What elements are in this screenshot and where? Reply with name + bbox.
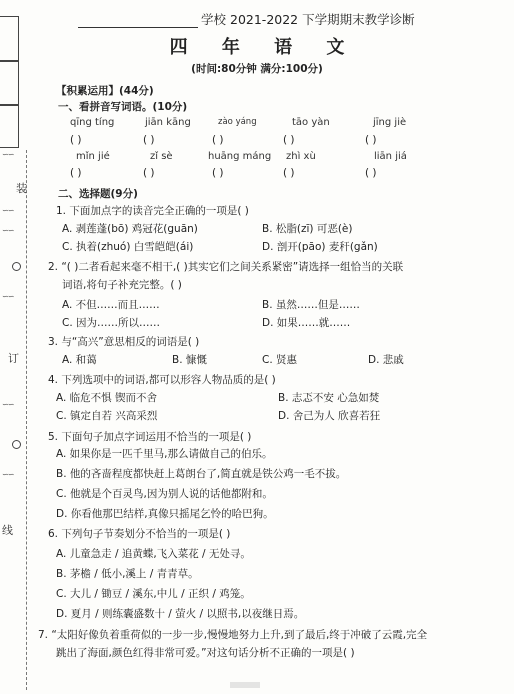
margin-mark-zhuang: 装	[16, 182, 27, 195]
option-a[interactable]: A. 如果你是一匹千里马,那么请做自己的伯乐。	[56, 448, 273, 460]
option-a[interactable]: A. 临危不惧 锲而不舍	[56, 392, 158, 404]
question-5: 5. 下面句子加点字词运用不恰当的一项是( )	[48, 431, 252, 443]
margin-wave: ∽∽	[2, 470, 14, 479]
pinyin: liān jiá	[374, 151, 407, 162]
option-b[interactable]: B. 志忑不安 心急如焚	[278, 392, 380, 404]
answer-bracket[interactable]: ( )	[143, 134, 155, 146]
option-c[interactable]: C. 贤惠	[262, 354, 298, 366]
answer-bracket[interactable]: ( )	[143, 167, 155, 179]
margin-wave: ∽∽	[2, 400, 14, 409]
option-d[interactable]: D. 夏月 / 则练囊盛数十 / 萤火 / 以照书,以夜继日焉。	[56, 608, 305, 620]
question-7: 7. “太阳好像负着重荷似的一步一步,慢慢地努力上升,到了最后,终于冲破了云霞,完全	[38, 629, 428, 641]
option-c[interactable]: C. 他就是个百灵鸟,因为别人说的话他都附和。	[56, 488, 273, 500]
option-d[interactable]: D. 舍己为人 欣喜若狂	[278, 410, 381, 422]
part1-heading: 一、看拼音写词语。(10分)	[58, 101, 188, 113]
option-c[interactable]: C. 大儿 / 锄豆 / 溪东,中儿 / 正织 / 鸡笼。	[56, 588, 251, 600]
margin-box	[0, 104, 19, 148]
pinyin: zhì xù	[286, 151, 316, 162]
margin-wave: ∽∽	[2, 206, 14, 215]
exam-term: 2021-2022 下学期期末教学诊断	[230, 12, 415, 27]
question-2-cont: 词语,将句子补充完整。( )	[62, 279, 182, 291]
answer-bracket[interactable]: ( )	[70, 134, 82, 146]
question-7-cont: 跳出了海面,颜色红得非常可爱。”对这句话分析不正确的一项是( )	[56, 647, 355, 659]
pinyin: zào yáng	[218, 117, 257, 127]
answer-bracket[interactable]: ( )	[283, 167, 295, 179]
cut-line	[26, 150, 27, 690]
page-footer-mark	[230, 682, 260, 688]
margin-mark-xian: 线	[2, 524, 13, 537]
option-a[interactable]: A. 儿童急走 / 追黄蝶,飞入菜花 / 无处寻。	[56, 548, 251, 560]
option-d[interactable]: D. 你看他那巴结样,真像只摇尾乞怜的哈巴狗。	[56, 508, 274, 520]
option-a[interactable]: A. 剥莲蓬(bō) 鸡冠花(guān)	[62, 223, 198, 235]
pinyin: jiān kāng	[145, 117, 191, 128]
margin-wave: ∽∽	[2, 150, 14, 159]
answer-bracket[interactable]: ( )	[365, 134, 377, 146]
question-3: 3. 与“高兴”意思相反的词语是( )	[48, 336, 200, 348]
option-d[interactable]: D. 剖开(pāo) 麦秆(gǎn)	[262, 241, 378, 253]
pinyin: tāo yàn	[292, 117, 330, 128]
pinyin: mǐn jié	[76, 151, 110, 162]
part2-heading: 二、选择题(9分)	[58, 188, 138, 200]
option-d[interactable]: D. 悲戚	[368, 354, 404, 366]
answer-bracket[interactable]: ( )	[365, 167, 377, 179]
option-c[interactable]: C. 镇定自若 兴高采烈	[56, 410, 158, 422]
pinyin: zǐ sè	[150, 151, 173, 162]
option-a[interactable]: A. 和蔼	[62, 354, 97, 366]
section-heading: 【积累运用】(44分)	[56, 85, 154, 97]
answer-bracket[interactable]: ( )	[212, 167, 224, 179]
option-c[interactable]: C. 因为……所以……	[62, 317, 161, 329]
margin-circle	[12, 440, 21, 449]
school-name-blank[interactable]	[78, 27, 198, 28]
page-title: 四 年 语 文	[169, 37, 359, 58]
school-line	[78, 10, 415, 28]
question-2: 2. “( )二者看起来毫不相干,( )其实它们之间关系紧密”请选择一组恰当的关联	[48, 261, 404, 273]
answer-bracket[interactable]: ( )	[212, 134, 224, 146]
question-4: 4. 下列选项中的词语,都可以形容人物品质的是( )	[48, 374, 276, 386]
margin-wave: ∽∽	[2, 292, 14, 301]
option-b[interactable]: B. 慷慨	[172, 354, 207, 366]
exam-meta: (时间:80分钟 满分:100分)	[191, 63, 323, 75]
option-b[interactable]: B. 虽然……但是……	[262, 299, 360, 311]
margin-wave: ∽∽	[2, 226, 14, 235]
option-b[interactable]: B. 他的吝啬程度都快赶上葛朗台了,简直就是铁公鸡一毛不拔。	[56, 468, 347, 480]
option-b[interactable]: B. 松脂(zī) 可恶(è)	[262, 223, 353, 235]
school-suffix: 学校	[201, 12, 227, 27]
pinyin: qīng tíng	[70, 117, 115, 128]
question-1: 1. 下面加点字的读音完全正确的一项是( )	[56, 205, 249, 217]
pinyin: huāng máng	[208, 151, 272, 162]
option-c[interactable]: C. 执着(zhuó) 白雪皑皑(ái)	[62, 241, 194, 253]
option-a[interactable]: A. 不但……而且……	[62, 299, 160, 311]
margin-mark-ding: 订	[8, 352, 19, 365]
binding-margin	[0, 0, 36, 694]
option-d[interactable]: D. 如果……就……	[262, 317, 351, 329]
answer-bracket[interactable]: ( )	[70, 167, 82, 179]
pinyin: jīng jiè	[373, 117, 407, 128]
answer-bracket[interactable]: ( )	[283, 134, 295, 146]
margin-circle	[12, 262, 21, 271]
question-6: 6. 下列句子节奏划分不恰当的一项是( )	[48, 528, 231, 540]
option-b[interactable]: B. 茅檐 / 低小,溪上 / 青青草。	[56, 568, 199, 580]
